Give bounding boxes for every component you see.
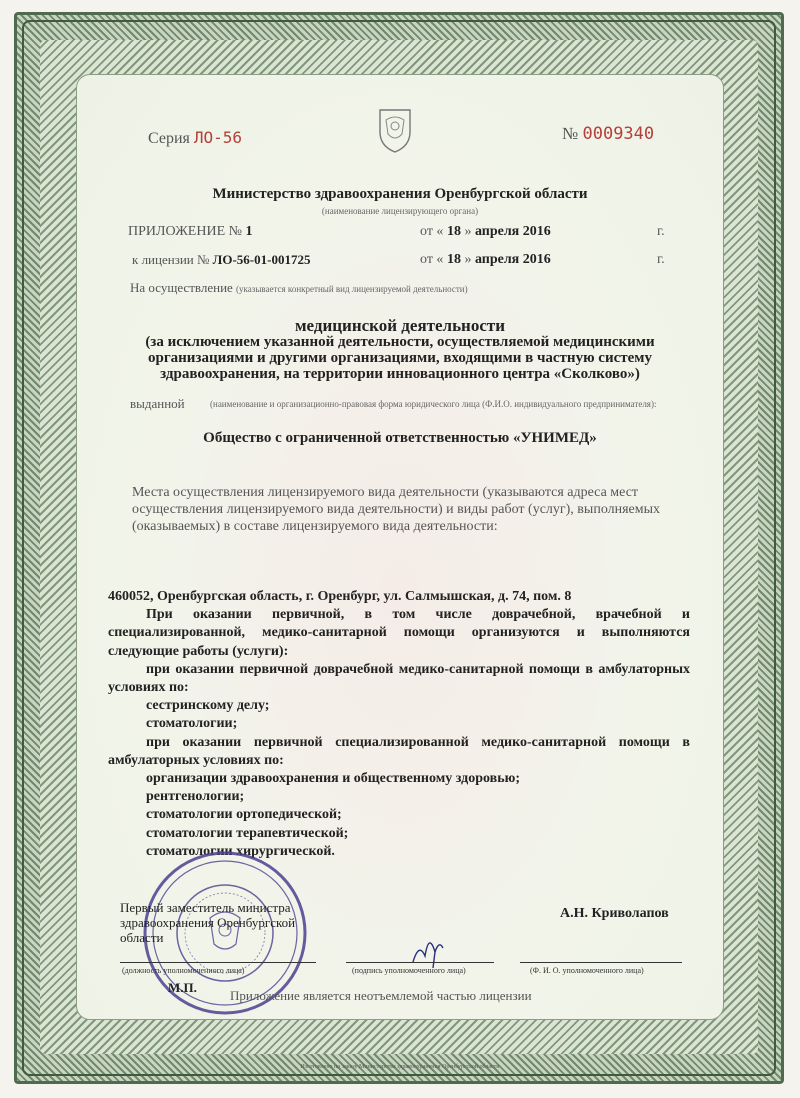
activity-title: медицинской деятельности bbox=[294, 316, 506, 335]
signer-role: Первый заместитель министра здравоохранения Оренбургской области bbox=[120, 900, 296, 945]
company-name: Общество с ограниченной ответственностью «УНИМЕД» bbox=[203, 430, 597, 446]
signature-icon bbox=[405, 922, 455, 972]
caption-name: (Ф. И. О. уполномоченного лица) bbox=[530, 966, 644, 975]
activity-exception: (за исключением указанной деятельности, осуществляемой медицинскими организациями и другими организациями, входящими в частную систему здравоохранения, на территории инновационного центра «Сколково») bbox=[145, 334, 655, 382]
appendix-number: 1 bbox=[245, 224, 253, 239]
list-item: сестринскому делу; bbox=[146, 698, 270, 714]
license-day: 18 bbox=[446, 252, 461, 267]
number-label: № bbox=[562, 124, 579, 143]
license-number: ЛО-56-01-001725 bbox=[212, 252, 311, 267]
integral-part-note: Приложение является неотъемлемой частью лицензии bbox=[230, 988, 532, 1003]
implementation-line bbox=[130, 280, 468, 296]
ministry-name: Министерство здравоохранения Оренбургской области bbox=[212, 186, 588, 202]
places-description: Места осуществления лицензируемого вида деятельности (указываются адреса мест осуществления лицензируемого вида деятельности) и виды работ (услуг), выполняемых (оказываемых) в составе лицензируемого вида деятельности: bbox=[132, 485, 661, 534]
implementation-note: (указывается конкретный вид лицензируемой деятельности) bbox=[236, 284, 468, 294]
appendix-day: 18 bbox=[446, 224, 461, 239]
implementation-label: На осуществление bbox=[130, 280, 233, 295]
number-value: 0009340 bbox=[582, 124, 655, 144]
appendix-line bbox=[128, 224, 253, 240]
series-label: Серия bbox=[148, 130, 190, 147]
license-date: от « 18 » апреля 2016 bbox=[420, 252, 551, 267]
primary-pre-heading: при оказании первичной доврачебной медико-санитарной помощи в амбулаторных условиях по: bbox=[108, 661, 690, 696]
appendix-year: 2016 bbox=[522, 224, 551, 239]
services-body bbox=[108, 588, 690, 861]
series-value: ЛО-56 bbox=[193, 128, 243, 147]
caption-signature: (подпись уполномоченного лица) bbox=[352, 966, 466, 975]
list-item: стоматологии ортопедической; bbox=[146, 807, 342, 823]
signature-line bbox=[346, 962, 494, 963]
coat-of-arms-icon bbox=[374, 104, 416, 154]
issued-label: выданной bbox=[130, 396, 185, 411]
number-field bbox=[562, 124, 654, 144]
appendix-month: апреля bbox=[474, 224, 520, 239]
license-line bbox=[132, 252, 310, 268]
seal-place-label: М.П. bbox=[168, 980, 197, 995]
primary-spec-heading: при оказании первичной специализированной медико-санитарной помощи в амбулаторных условиях по: bbox=[108, 734, 690, 768]
issued-note: (наименование и организационно-правовая форма юридического лица (Ф.И.О. индивидуального предпринимателя): bbox=[210, 399, 657, 409]
list-item: стоматологии терапевтической; bbox=[146, 825, 349, 841]
license-year-suffix: г. bbox=[657, 252, 665, 267]
services-intro: При оказании первичной, в том числе доврачебной, врачебной и специализированной, медико-санитарной помощи организуются и выполняются следующие работы (услуги): bbox=[108, 607, 690, 659]
license-year: 2016 bbox=[522, 252, 551, 267]
list-item: стоматологии хирургической. bbox=[146, 843, 335, 859]
address: 460052, Оренбургская область, г. Оренбург, ул. Салмышская, д. 74, пом. 8 bbox=[108, 589, 572, 604]
printer-footer: Изготовлено по заказу Министерства здравоохранения Оренбургской области bbox=[300, 1064, 500, 1070]
name-line bbox=[520, 962, 682, 963]
list-item: стоматологии; bbox=[146, 716, 238, 732]
signer-name: А.Н. Криволапов bbox=[560, 906, 669, 921]
list-item: рентгенологии; bbox=[146, 789, 245, 805]
series-field bbox=[148, 128, 242, 148]
appendix-date: от « 18 » апреля 2016 bbox=[420, 224, 551, 239]
list-item: организации здравоохранения и общественному здоровью; bbox=[146, 771, 520, 787]
license-label: к лицензии № bbox=[132, 252, 210, 267]
appendix-label: ПРИЛОЖЕНИЕ № bbox=[128, 224, 242, 239]
caption-position: (должность уполномоченного лица) bbox=[122, 966, 245, 975]
ministry-note: (наименование лицензирующего органа) bbox=[321, 206, 479, 216]
license-month: апреля bbox=[474, 252, 520, 267]
appendix-year-suffix: г. bbox=[657, 224, 665, 239]
position-line bbox=[120, 962, 316, 963]
